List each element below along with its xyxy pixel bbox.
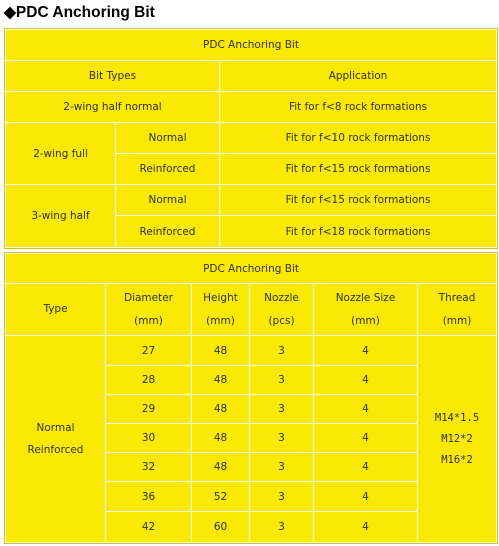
height-cell: 48: [192, 424, 250, 453]
height-cell: 48: [192, 336, 250, 366]
application-cell: Fit for f<15 rock formations: [220, 185, 497, 216]
header-nozzle: [250, 284, 314, 336]
type-cell: [6, 336, 106, 543]
bit-variant-cell: Reinforced: [116, 154, 220, 185]
header-thread-label: Thread: [438, 291, 476, 304]
header-thread-unit: (mm): [442, 314, 472, 327]
bit-variant-cell: Normal: [116, 123, 220, 154]
type-line-normal: Normal: [36, 422, 75, 434]
table-row: [6, 336, 497, 366]
header-type: Type: [6, 284, 106, 336]
height-cell: 48: [192, 453, 250, 482]
table1-header-bit-types: Bit Types: [6, 61, 220, 92]
nozzle-cell: 3: [250, 512, 314, 543]
bit-type-group-cell: 2-wing full: [6, 123, 116, 185]
nozzle-size-cell: 4: [314, 336, 418, 366]
bit-type-cell: 2-wing half normal: [6, 92, 220, 123]
type-line-reinforced: Reinforced: [27, 444, 84, 456]
nozzle-size-cell: 4: [314, 366, 418, 395]
page-title-text: PDC Anchoring Bit: [15, 4, 155, 21]
application-cell: Fit for f<15 rock formations: [220, 154, 497, 185]
nozzle-cell: 3: [250, 482, 314, 512]
bit-variant-cell: Normal: [116, 185, 220, 216]
nozzle-size-cell: 4: [314, 482, 418, 512]
table-row: [6, 185, 497, 216]
specifications-table: [5, 253, 497, 543]
height-cell: 48: [192, 395, 250, 424]
nozzle-size-cell: 4: [314, 424, 418, 453]
diameter-cell: 27: [106, 336, 192, 366]
thread-cell: [418, 336, 497, 543]
nozzle-size-cell: 4: [314, 453, 418, 482]
header-thread: [418, 284, 497, 336]
nozzle-cell: 3: [250, 336, 314, 366]
table-row: [6, 92, 497, 123]
nozzle-cell: 3: [250, 453, 314, 482]
header-nozzle-size-unit: (mm): [351, 314, 380, 327]
application-cell: Fit for f<8 rock formations: [220, 92, 497, 123]
header-diameter-unit: (mm): [134, 314, 163, 327]
diameter-cell: 28: [106, 366, 192, 395]
application-cell: Fit for f<10 rock formations: [220, 123, 497, 154]
diameter-cell: 32: [106, 453, 192, 482]
header-height: [192, 284, 250, 336]
header-nozzle-label: Nozzle: [264, 291, 299, 304]
diameter-cell: 42: [106, 512, 192, 543]
table2-caption: PDC Anchoring Bit: [6, 254, 497, 284]
bit-types-table: [5, 29, 497, 248]
nozzle-size-cell: 4: [314, 395, 418, 424]
page-title: [4, 3, 155, 23]
header-nozzle-size: [314, 284, 418, 336]
diamond-bullet-icon: ◆: [4, 4, 16, 21]
header-diameter-label: Diameter: [123, 291, 174, 304]
thread-value: M14*1.5: [434, 411, 480, 424]
diameter-cell: 29: [106, 395, 192, 424]
table-row: [6, 123, 497, 154]
table1-header-application: Application: [220, 61, 497, 92]
header-nozzle-size-label: Nozzle Size: [335, 291, 396, 304]
thread-value: M16*2: [441, 453, 473, 466]
header-nozzle-unit: (pcs): [268, 314, 295, 327]
diameter-cell: 30: [106, 424, 192, 453]
nozzle-cell: 3: [250, 366, 314, 395]
header-height-label: Height: [203, 291, 238, 304]
header-height-unit: (mm): [206, 314, 235, 327]
height-cell: 60: [192, 512, 250, 543]
bit-type-group-cell: 3-wing half: [6, 185, 116, 248]
header-diameter: [106, 284, 192, 336]
nozzle-cell: 3: [250, 395, 314, 424]
thread-value: M12*2: [441, 432, 473, 445]
nozzle-size-cell: 4: [314, 512, 418, 543]
height-cell: 48: [192, 366, 250, 395]
table1-caption: PDC Anchoring Bit: [6, 30, 497, 61]
application-cell: Fit for f<18 rock formations: [220, 216, 497, 248]
height-cell: 52: [192, 482, 250, 512]
nozzle-cell: 3: [250, 424, 314, 453]
bit-variant-cell: Reinforced: [116, 216, 220, 248]
diameter-cell: 36: [106, 482, 192, 512]
